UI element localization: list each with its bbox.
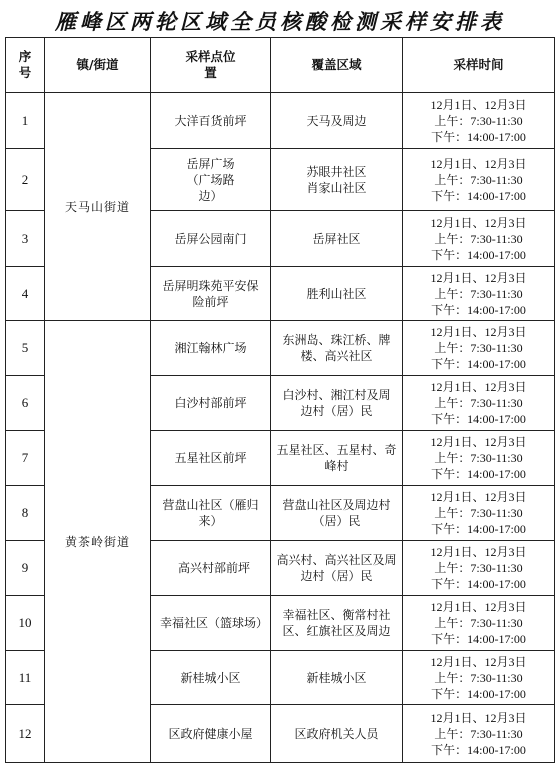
coverage-area: 天马及周边: [271, 93, 403, 149]
coverage-area: 胜利山社区: [271, 267, 403, 321]
sampling-point: 大洋百货前坪: [151, 93, 271, 149]
coverage-area: 幸福社区、衡常村社区、红旗社区及周边: [271, 596, 403, 651]
sampling-point: 岳屏广场（广场路边）: [151, 149, 271, 211]
time-am: 上午：7:30-11:30: [434, 726, 523, 741]
sampling-time: [403, 93, 555, 149]
time-pm: 下午：14:00-17:00: [431, 686, 526, 701]
sampling-time: [403, 541, 555, 596]
sampling-point: 高兴村部前坪: [151, 541, 271, 596]
time-am: 上午：7:30-11:30: [434, 506, 523, 520]
header-area: 覆盖区域: [271, 38, 403, 93]
table-row: [6, 321, 555, 376]
sampling-point: 营盘山社区（雁归来）: [151, 486, 271, 541]
time-dates: 12月1日、12月3日: [430, 490, 527, 504]
coverage-area: 区政府机关人员: [271, 705, 403, 763]
sampling-point: 幸福社区（篮球场）: [151, 596, 271, 651]
row-number: 3: [6, 211, 45, 267]
time-pm: 下午：14:00-17:00: [431, 247, 526, 262]
coverage-area: 五星社区、五星村、奇峰村: [271, 431, 403, 486]
time-dates: 12月1日、12月3日: [430, 380, 527, 394]
time-dates: 12月1日、12月3日: [430, 600, 527, 614]
time-am: 上午：7:30-11:30: [434, 231, 523, 246]
time-am: 上午：7:30-11:30: [434, 670, 523, 685]
sampling-time: [403, 376, 555, 431]
time-am: 上午：7:30-11:30: [434, 172, 523, 187]
time-dates: 12月1日、12月3日: [430, 654, 527, 669]
street-name: 黄茶岭街道: [45, 321, 151, 763]
time-dates: 12月1日、12月3日: [430, 215, 527, 230]
sampling-time: [403, 149, 555, 211]
time-am: 上午：7:30-11:30: [434, 451, 523, 465]
row-number: 8: [6, 486, 45, 541]
row-number: 6: [6, 376, 45, 431]
coverage-area: 岳屏社区: [271, 211, 403, 267]
sampling-point: 白沙村部前坪: [151, 376, 271, 431]
time-am: 上午：7:30-11:30: [434, 286, 523, 301]
sampling-point: 新桂城小区: [151, 651, 271, 705]
coverage-area: 苏眼井社区肖家山社区: [271, 149, 403, 211]
coverage-area: 白沙村、湘江村及周边村（居）民: [271, 376, 403, 431]
sampling-time: [403, 486, 555, 541]
time-pm: 下午：14:00-17:00: [431, 522, 526, 536]
row-number: 1: [6, 93, 45, 149]
time-dates: 12月1日、12月3日: [430, 156, 527, 171]
header-no: 序号: [6, 38, 45, 93]
sampling-time: [403, 705, 555, 763]
document-title: 雁峰区两轮区域全员核酸检测采样安排表: [55, 9, 505, 34]
header-point: 采样点位置: [151, 38, 271, 93]
sampling-point: 区政府健康小屋: [151, 705, 271, 763]
time-pm: 下午：14:00-17:00: [431, 742, 526, 757]
row-number: 9: [6, 541, 45, 596]
time-dates: 12月1日、12月3日: [430, 270, 527, 285]
coverage-area: 新桂城小区: [271, 651, 403, 705]
sampling-schedule-table: [5, 37, 555, 763]
time-pm: 下午：14:00-17:00: [431, 188, 526, 203]
time-dates: 12月1日、12月3日: [430, 97, 527, 112]
row-number: 5: [6, 321, 45, 376]
time-pm: 下午：14:00-17:00: [431, 467, 526, 481]
coverage-area: 营盘山社区及周边村（居）民: [271, 486, 403, 541]
time-dates: 12月1日、12月3日: [430, 710, 527, 725]
sampling-time: [403, 596, 555, 651]
table-row: [6, 93, 555, 149]
time-pm: 下午：14:00-17:00: [431, 632, 526, 646]
time-dates: 12月1日、12月3日: [430, 325, 527, 339]
sampling-point: 湘江翰林广场: [151, 321, 271, 376]
coverage-area: 高兴村、高兴社区及周边村（居）民: [271, 541, 403, 596]
time-am: 上午：7:30-11:30: [434, 113, 523, 128]
header-street: 镇/街道: [45, 38, 151, 93]
sampling-point: 岳屏公园南门: [151, 211, 271, 267]
sampling-point: 岳屏明珠苑平安保险前坪: [151, 267, 271, 321]
table-header-row: [6, 38, 555, 93]
row-number: 10: [6, 596, 45, 651]
time-pm: 下午：14:00-17:00: [431, 129, 526, 144]
coverage-area: 东洲岛、珠江桥、牌楼、高兴社区: [271, 321, 403, 376]
sampling-point: 五星社区前坪: [151, 431, 271, 486]
row-number: 11: [6, 651, 45, 705]
sampling-time: [403, 267, 555, 321]
header-time: 采样时间: [403, 38, 555, 93]
street-name: 天马山街道: [45, 93, 151, 321]
time-am: 上午：7:30-11:30: [434, 341, 523, 355]
row-number: 7: [6, 431, 45, 486]
sampling-time: [403, 651, 555, 705]
time-dates: 12月1日、12月3日: [430, 545, 527, 559]
time-am: 上午：7:30-11:30: [434, 616, 523, 630]
time-am: 上午：7:30-11:30: [434, 396, 523, 410]
sampling-time: [403, 431, 555, 486]
time-am: 上午：7:30-11:30: [434, 561, 523, 575]
time-dates: 12月1日、12月3日: [430, 435, 527, 449]
row-number: 4: [6, 267, 45, 321]
sampling-time: [403, 211, 555, 267]
sampling-time: [403, 321, 555, 376]
time-pm: 下午：14:00-17:00: [431, 412, 526, 426]
time-pm: 下午：14:00-17:00: [431, 357, 526, 371]
time-pm: 下午：14:00-17:00: [431, 302, 526, 317]
time-pm: 下午：14:00-17:00: [431, 577, 526, 591]
row-number: 12: [6, 705, 45, 763]
row-number: 2: [6, 149, 45, 211]
